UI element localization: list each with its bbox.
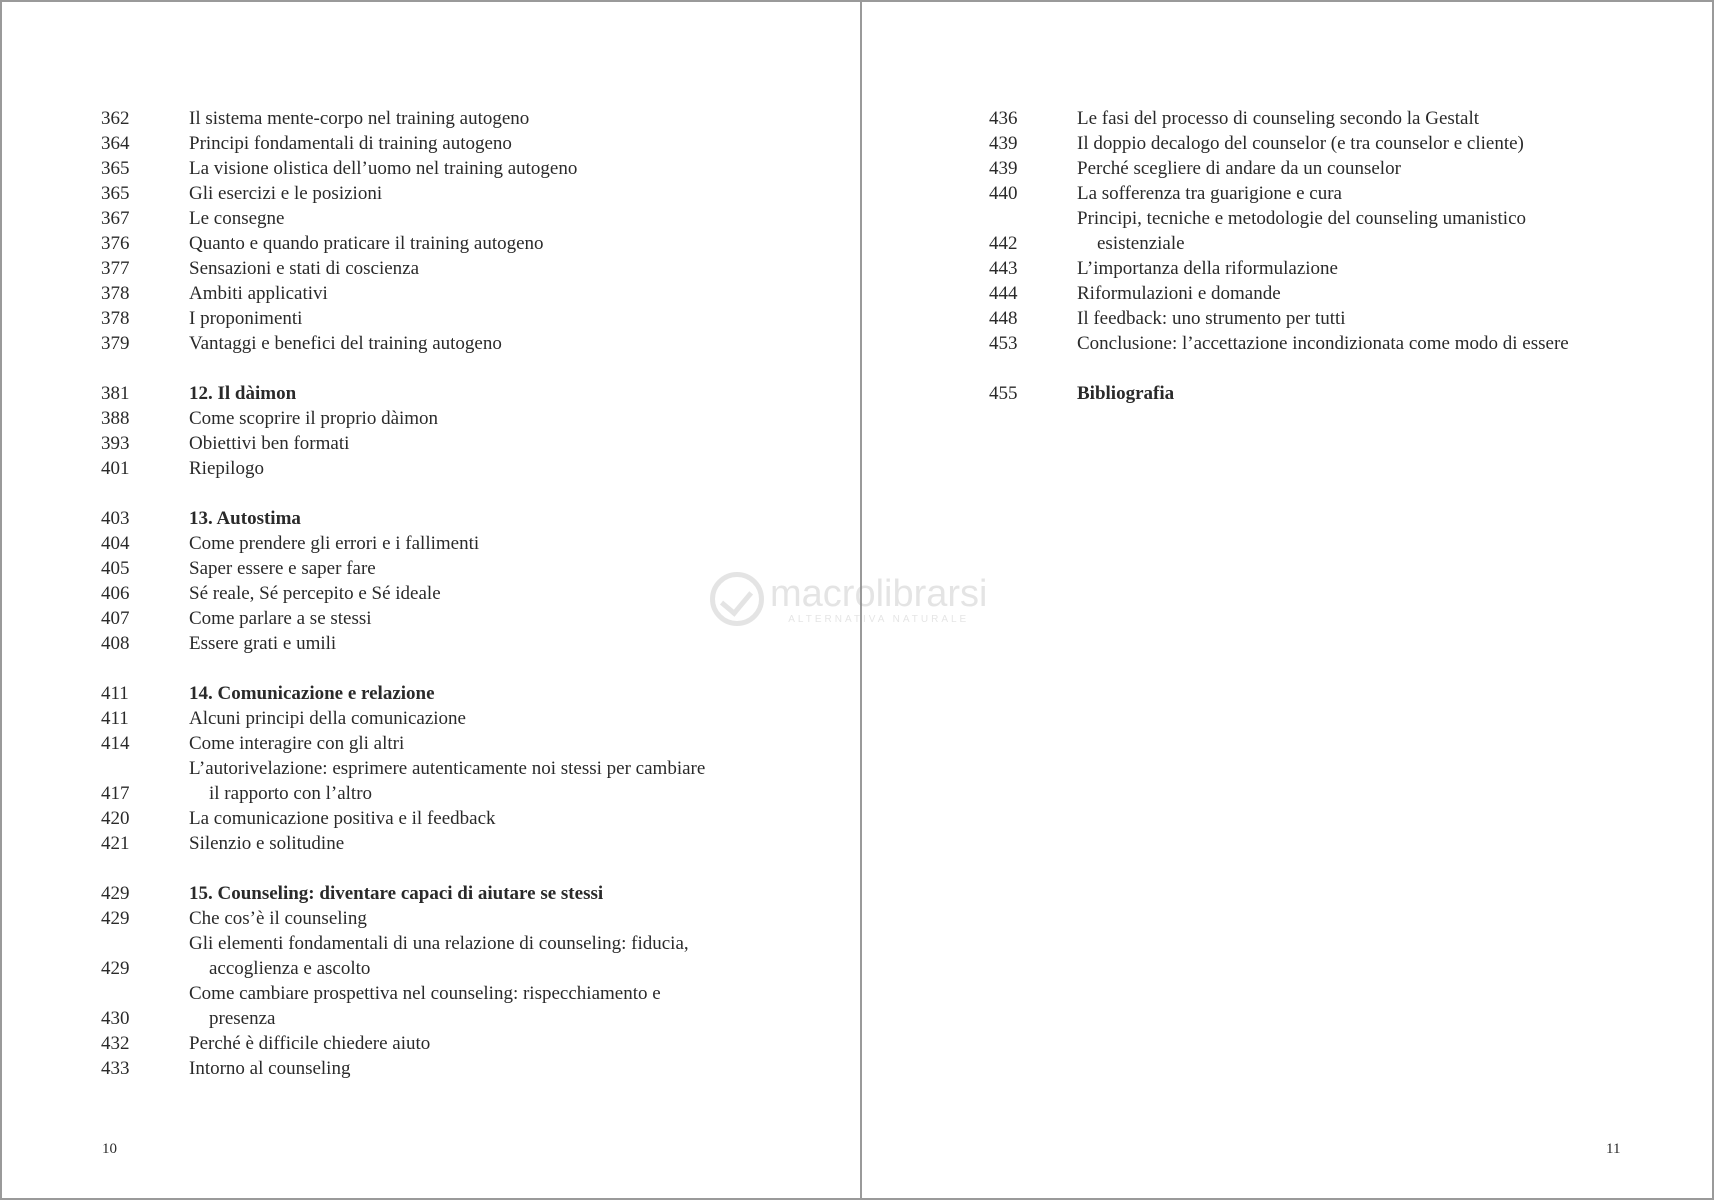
toc-entry-title xyxy=(189,381,801,406)
toc-page-number: 379 xyxy=(101,333,130,354)
watermark-brand: macrolibrarsi xyxy=(770,572,988,615)
toc-entry xyxy=(101,131,801,156)
toc-entry-title xyxy=(189,106,801,131)
toc-entry xyxy=(101,431,801,456)
toc-page-number: 448 xyxy=(989,308,1018,329)
toc-entry-title-text: Bibliografia xyxy=(1077,383,1175,404)
toc-entry xyxy=(101,456,801,481)
toc-entry xyxy=(101,306,801,331)
toc-entry xyxy=(989,131,1689,156)
toc-page-number: 411 xyxy=(101,708,129,729)
toc-page-number: 430 xyxy=(101,1008,130,1029)
toc-entry xyxy=(101,1031,801,1056)
toc-entry-title xyxy=(189,731,801,756)
toc-entry-title-text: Come interagire con gli altri xyxy=(189,733,405,754)
toc-page-number: 440 xyxy=(989,183,1018,204)
toc-entry-title xyxy=(1077,306,1689,331)
toc-page-number: 388 xyxy=(101,408,130,429)
toc-entry xyxy=(101,256,801,281)
toc-entry xyxy=(101,1056,801,1081)
toc-entry-title xyxy=(189,981,801,1031)
toc-entry-title-continuation: accoglienza e ascolto xyxy=(209,958,371,979)
toc-entry-title-continuation: il rapporto con l’altro xyxy=(209,783,373,804)
toc-entry xyxy=(989,256,1689,281)
toc-entry-title-text: Intorno al counseling xyxy=(189,1058,351,1079)
toc-entry-title xyxy=(189,181,801,206)
toc-entry xyxy=(101,931,801,981)
toc-page-number: 393 xyxy=(101,433,130,454)
toc-entry-title xyxy=(189,681,801,706)
toc-chapter-heading xyxy=(101,381,801,406)
toc-section-gap xyxy=(989,356,1689,381)
toc-page-number: 429 xyxy=(101,958,130,979)
toc-entry-title xyxy=(1077,106,1689,131)
toc-entry-title xyxy=(189,306,801,331)
toc-entry-title-text: L’autorivelazione: esprimere autenticamente noi stessi per cambiare xyxy=(189,758,706,779)
toc-page-number: 411 xyxy=(101,683,129,704)
toc-page-number: 417 xyxy=(101,783,130,804)
toc-entry-title xyxy=(1077,256,1689,281)
toc-entry-title-text: 12. Il dàimon xyxy=(189,383,297,404)
toc-entry xyxy=(989,306,1689,331)
toc-entry xyxy=(101,606,801,631)
toc-entry-title-text: Principi, tecniche e metodologie del counseling umanistico xyxy=(1077,208,1527,229)
toc-entry-title-text: Il doppio decalogo del counselor (e tra counselor e cliente) xyxy=(1077,133,1524,154)
toc-entry-title xyxy=(189,881,801,906)
toc-entry xyxy=(101,981,801,1031)
watermark xyxy=(710,572,987,626)
toc-entry-title xyxy=(189,431,801,456)
toc-section-gap xyxy=(101,656,801,681)
toc-entry-title xyxy=(189,1031,801,1056)
toc-entry xyxy=(101,731,801,756)
toc-entry-title-text: La sofferenza tra guarigione e cura xyxy=(1077,183,1342,204)
toc-entry xyxy=(101,181,801,206)
toc-page-number: 442 xyxy=(989,233,1018,254)
toc-section-gap xyxy=(101,481,801,506)
toc-page-number: 443 xyxy=(989,258,1018,279)
toc-page-number: 365 xyxy=(101,183,130,204)
toc-entry-title xyxy=(189,506,801,531)
toc-entry-title xyxy=(189,131,801,156)
checkmark-logo-icon xyxy=(710,572,764,626)
toc-entry-title-text: Perché scegliere di andare da un counselor xyxy=(1077,158,1401,179)
toc-entry xyxy=(101,706,801,731)
toc-page-number: 429 xyxy=(101,908,130,929)
toc-entry xyxy=(101,806,801,831)
toc-entry xyxy=(989,206,1689,256)
toc-entry xyxy=(101,906,801,931)
toc-entry-title xyxy=(1077,156,1689,181)
toc-page-number: 405 xyxy=(101,558,130,579)
toc-page-number: 406 xyxy=(101,583,130,604)
toc-entry-title-text: Ambiti applicativi xyxy=(189,283,328,304)
toc-entry-title-text: 14. Comunicazione e relazione xyxy=(189,683,435,704)
toc-entry-title-text: Le fasi del processo di counseling secondo la Gestalt xyxy=(1077,108,1480,129)
toc-page-number: 378 xyxy=(101,283,130,304)
toc-entry-title-text: Come cambiare prospettiva nel counseling: rispecchiamento e xyxy=(189,983,661,1004)
toc-page-number: 421 xyxy=(101,833,130,854)
watermark-tagline: ALTERNATIVA NATURALE xyxy=(788,613,970,625)
toc-page-number: 439 xyxy=(989,133,1018,154)
toc-entry xyxy=(101,556,801,581)
toc-entry-title-text: Come parlare a se stessi xyxy=(189,608,372,629)
toc-entry-title-text: Silenzio e solitudine xyxy=(189,833,345,854)
toc-entry xyxy=(101,756,801,806)
toc-entry xyxy=(101,631,801,656)
toc-left-page xyxy=(101,106,801,1081)
toc-entry-title-text: I proponimenti xyxy=(189,308,303,329)
toc-entry-title-text: Come scoprire il proprio dàimon xyxy=(189,408,439,429)
toc-entry-title-text: Sé reale, Sé percepito e Sé ideale xyxy=(189,583,441,604)
toc-entry xyxy=(101,231,801,256)
toc-page-number: 365 xyxy=(101,158,130,179)
toc-entry-title-text: Essere grati e umili xyxy=(189,633,337,654)
toc-page-number: 407 xyxy=(101,608,130,629)
toc-entry xyxy=(101,581,801,606)
toc-entry-title-text: Alcuni principi della comunicazione xyxy=(189,708,466,729)
toc-page-number: 378 xyxy=(101,308,130,329)
toc-entry-title xyxy=(189,456,801,481)
toc-entry xyxy=(101,206,801,231)
toc-entry-title xyxy=(189,206,801,231)
toc-entry-title-text: Vantaggi e benefici del training autogeno xyxy=(189,333,502,354)
toc-page-number: 455 xyxy=(989,383,1018,404)
toc-entry xyxy=(101,106,801,131)
toc-entry-title-text: Conclusione: l’accettazione incondizionata come modo di essere xyxy=(1077,333,1569,354)
toc-entry-title xyxy=(189,756,801,806)
toc-entry-title-text: Perché è difficile chiedere aiuto xyxy=(189,1033,431,1054)
toc-entry-title-text: Saper essere e saper fare xyxy=(189,558,376,579)
toc-chapter-heading xyxy=(101,506,801,531)
toc-chapter-heading xyxy=(101,681,801,706)
toc-entry-title xyxy=(189,906,801,931)
toc-entry-title xyxy=(189,531,801,556)
toc-entry-title xyxy=(1077,381,1689,406)
toc-entry-title xyxy=(189,931,801,981)
toc-entry-title xyxy=(189,256,801,281)
toc-entry-title-text: Quanto e quando praticare il training autogeno xyxy=(189,233,544,254)
toc-chapter-heading xyxy=(989,381,1689,406)
toc-entry-title-continuation: esistenziale xyxy=(1097,233,1185,254)
toc-entry-title xyxy=(189,1056,801,1081)
toc-section-gap xyxy=(101,856,801,881)
toc-entry-title xyxy=(189,156,801,181)
toc-page-number: 436 xyxy=(989,108,1018,129)
toc-entry xyxy=(989,106,1689,131)
toc-entry-title-text: Principi fondamentali di training autogeno xyxy=(189,133,512,154)
toc-entry xyxy=(101,831,801,856)
toc-entry-title xyxy=(189,831,801,856)
toc-entry-title xyxy=(189,806,801,831)
toc-entry-title-text: La comunicazione positiva e il feedback xyxy=(189,808,496,829)
toc-entry-title-text: Che cos’è il counseling xyxy=(189,908,367,929)
toc-section-gap xyxy=(101,356,801,381)
toc-entry-title-text: Come prendere gli errori e i fallimenti xyxy=(189,533,480,554)
toc-entry-title xyxy=(1077,206,1689,256)
toc-page-number: 401 xyxy=(101,458,130,479)
toc-entry xyxy=(989,331,1689,356)
toc-entry-title-text: 15. Counseling: diventare capaci di aiutare se stessi xyxy=(189,883,604,904)
toc-page-number: 453 xyxy=(989,333,1018,354)
toc-page-number: 439 xyxy=(989,158,1018,179)
toc-entry-title-text: 13. Autostima xyxy=(189,508,301,529)
toc-entry-title-text: Riepilogo xyxy=(189,458,264,479)
toc-page-number: 364 xyxy=(101,133,130,154)
toc-entry-title xyxy=(189,231,801,256)
toc-chapter-heading xyxy=(101,881,801,906)
page-number-right: 11 xyxy=(1606,1141,1621,1157)
toc-right-page xyxy=(989,106,1689,406)
toc-entry-title xyxy=(189,706,801,731)
page-number-left: 10 xyxy=(102,1141,117,1157)
toc-entry-title xyxy=(1077,331,1689,356)
toc-entry-title xyxy=(189,406,801,431)
toc-page-number: 429 xyxy=(101,883,130,904)
toc-page-number: 420 xyxy=(101,808,130,829)
toc-page-number: 414 xyxy=(101,733,130,754)
toc-entry-title xyxy=(1077,281,1689,306)
toc-page-number: 376 xyxy=(101,233,130,254)
toc-entry-title-text: L’importanza della riformulazione xyxy=(1077,258,1338,279)
toc-entry xyxy=(101,531,801,556)
toc-entry xyxy=(989,181,1689,206)
toc-entry xyxy=(101,281,801,306)
toc-page-number: 408 xyxy=(101,633,130,654)
toc-entry-title-continuation: presenza xyxy=(209,1008,276,1029)
toc-page-number: 432 xyxy=(101,1033,130,1054)
toc-page-number: 433 xyxy=(101,1058,130,1079)
toc-page-number: 367 xyxy=(101,208,130,229)
toc-page-number: 377 xyxy=(101,258,130,279)
toc-entry-title xyxy=(1077,131,1689,156)
toc-page-number: 381 xyxy=(101,383,130,404)
toc-entry-title-text: Riformulazioni e domande xyxy=(1077,283,1281,304)
toc-entry xyxy=(989,281,1689,306)
toc-entry-title xyxy=(189,631,801,656)
toc-entry-title-text: Obiettivi ben formati xyxy=(189,433,350,454)
toc-entry xyxy=(101,156,801,181)
toc-page-number: 403 xyxy=(101,508,130,529)
toc-entry-title-text: Il feedback: uno strumento per tutti xyxy=(1077,308,1346,329)
toc-entry-title-text: Le consegne xyxy=(189,208,285,229)
toc-entry-title-text: Gli elementi fondamentali di una relazione di counseling: fiducia, xyxy=(189,933,689,954)
toc-page-number: 404 xyxy=(101,533,130,554)
toc-entry-title-text: Gli esercizi e le posizioni xyxy=(189,183,383,204)
toc-entry xyxy=(101,406,801,431)
toc-entry xyxy=(101,331,801,356)
toc-entry-title-text: Sensazioni e stati di coscienza xyxy=(189,258,420,279)
toc-entry xyxy=(989,156,1689,181)
toc-page-number: 444 xyxy=(989,283,1018,304)
toc-page-number: 362 xyxy=(101,108,130,129)
toc-entry-title-text: Il sistema mente-corpo nel training autogeno xyxy=(189,108,530,129)
toc-entry-title-text: La visione olistica dell’uomo nel training autogeno xyxy=(189,158,578,179)
toc-entry-title xyxy=(189,331,801,356)
toc-entry-title xyxy=(1077,181,1689,206)
toc-entry-title xyxy=(189,281,801,306)
